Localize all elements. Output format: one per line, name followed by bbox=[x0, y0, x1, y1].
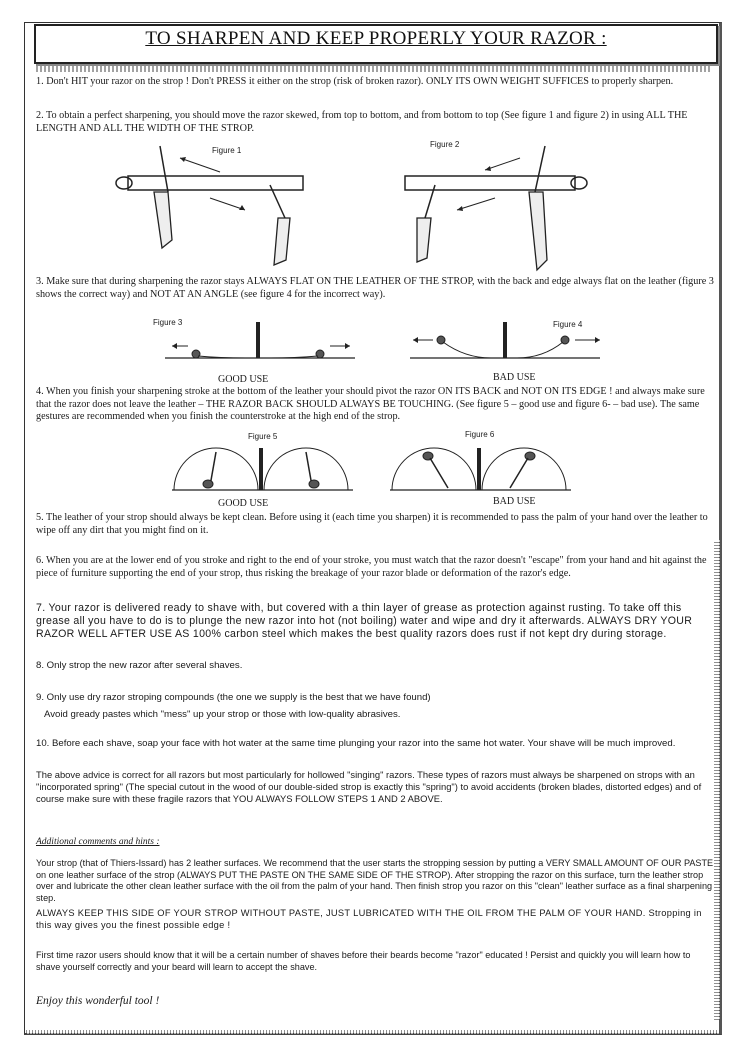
figure-1-label: Figure 1 bbox=[212, 146, 242, 155]
additional-paragraph-2: ALWAYS KEEP THIS SIDE OF YOUR STROP WITHOUT PASTE, JUST LUBRICATED WITH THE OIL FROM THE PALM OF YOUR HAND. Stropping in this way gives you the finest possible edge ! bbox=[36, 908, 702, 930]
divider bbox=[36, 66, 712, 72]
instruction-1: 1. Don't HIT your razor on the strop ! Don't PRESS it either on the strop (risk of broken razor). ONLY ITS OWN WEIGHT SUFFICES to properly sharpen. bbox=[36, 76, 674, 87]
additional-heading: Additional comments and hints : bbox=[36, 837, 160, 847]
advice-paragraph: The above advice is correct for all razors but most particularly for hollowed "singing" razors. These types of razors must always be sharpened on strops with an "incorporated spring" (The special cutout in the wood of our double-sided strop is exactly this "spring") to avoid accidents (broken blades, distorted edges) and of course make sure with these fragile razors that YOU ALWAYS FOLLOW STEPS 1 AND 2 ABOVE. bbox=[36, 769, 702, 804]
page-title: TO SHARPEN AND KEEP PROPERLY YOUR RAZOR : bbox=[145, 28, 607, 49]
good-use-label-1: GOOD USE bbox=[218, 374, 269, 385]
scan-edge-bottom bbox=[26, 1030, 720, 1034]
instruction-9: 9. Only use dry razor stroping compounds (the one we supply is the best that we have found) bbox=[36, 692, 431, 703]
instruction-4: 4. When you finish your sharpening stroke at the bottom of the leather your should pivot the razor ON ITS BACK and NOT ON ITS EDGE ! and always make sure that the razor does not leave the leather – THE RAZOR BACK SHOULD ALWAYS BE TOUCHING. (See figure 5 – good use and figure 6- – bad use). The same gestures are recommended when you finish the counterstroke at the high end of the strop. bbox=[36, 386, 705, 422]
figure-6-illustration bbox=[388, 440, 573, 498]
scan-edge-right bbox=[714, 540, 720, 1020]
figure-6-label: Figure 6 bbox=[465, 430, 495, 439]
instruction-10: 10. Before each shave, soap your face with hot water at the same time plunging your razor into the same hot water. Your shave will be much improved. bbox=[36, 738, 676, 749]
first-time-paragraph: First time razor users should know that it will be a certain number of shaves before their beards become "razor" educated ! Persist and quickly you will learn how to shave yourself correctly and your beard will learn to accept the shave. bbox=[36, 950, 691, 972]
instruction-2: 2. To obtain a perfect sharpening, you should move the razor skewed, from top to bottom, and from bottom to top (See figure 1 and figure 2) in using ALL THE LENGTH AND ALL THE WIDTH OF THE STROP. bbox=[36, 110, 688, 134]
instruction-3: 3. Make sure that during sharpening the razor stays ALWAYS FLAT ON THE LEATHER OF THE STROP, with the back and edge always flat on the leather (figure 3 shows the correct way) and NOT AT AN ANGLE (see figure 4 for the incorrect way). bbox=[36, 276, 714, 300]
figure-4-label: Figure 4 bbox=[553, 320, 583, 329]
figure-2-label: Figure 2 bbox=[430, 140, 460, 149]
figure-1-illustration bbox=[110, 140, 310, 270]
closing-line: Enjoy this wonderful tool ! bbox=[36, 995, 160, 1007]
figure-3-illustration bbox=[160, 318, 360, 378]
bad-use-label-1: BAD USE bbox=[493, 372, 536, 383]
good-use-label-2: GOOD USE bbox=[218, 498, 269, 509]
figure-3-label: Figure 3 bbox=[153, 318, 183, 327]
additional-paragraph-1: Your strop (that of Thiers-Issard) has 2 leather surfaces. We recommend that the user starts the stropping session by putting a VERY SMALL AMOUNT OF OUR PASTE on one leather surface of the strop (ALWAYS PUT THE PASTE ON THE SAME SIDE OF THE STROP). After stropping the razor on this surface, turn the leather strop over and lubricate the other clean leather surface with the oil from the palm of your hand. Then finish strop you razor on this "clean" leather surface as a final sharpening step. bbox=[36, 858, 714, 903]
title-box bbox=[34, 24, 718, 64]
figure-5-label: Figure 5 bbox=[248, 432, 278, 441]
instruction-9-note: Avoid gready pastes which "mess" up your strop or those with low-quality abrasives. bbox=[44, 709, 401, 720]
instruction-6: 6. When you are at the lower end of you stroke and right to the end of your stroke, you must watch that the razor doesn't "escape" from your hand and hit against the piece of furniture supporting the end of your strop, thus risking the breakage of your razor blade or deformation of the razor's edge. bbox=[36, 555, 707, 579]
figure-5-illustration bbox=[170, 440, 355, 498]
figure-2-illustration bbox=[395, 140, 595, 280]
instruction-7: 7. Your razor is delivered ready to shave with, but covered with a thin layer of grease as protection against rusting. To take off this grease all you have to do is to plunge the new razor into hot (not boiling) water and wipe and dry it afterwards. ALWAYS DRY YOUR RAZOR WELL AFTER USE AS 100% carbon steel which makes the best quality razors does rust if not kept dry during storage. bbox=[36, 602, 693, 640]
instruction-8: 8. Only strop the new razor after several shaves. bbox=[36, 660, 243, 671]
bad-use-label-2: BAD USE bbox=[493, 496, 536, 507]
figure-4-illustration bbox=[405, 318, 605, 378]
instruction-5: 5. The leather of your strop should always be kept clean. Before using it (each time you sharpen) it is recommended to pass the palm of your hand over the leather to wipe off any dirt that you might find on it. bbox=[36, 512, 708, 536]
